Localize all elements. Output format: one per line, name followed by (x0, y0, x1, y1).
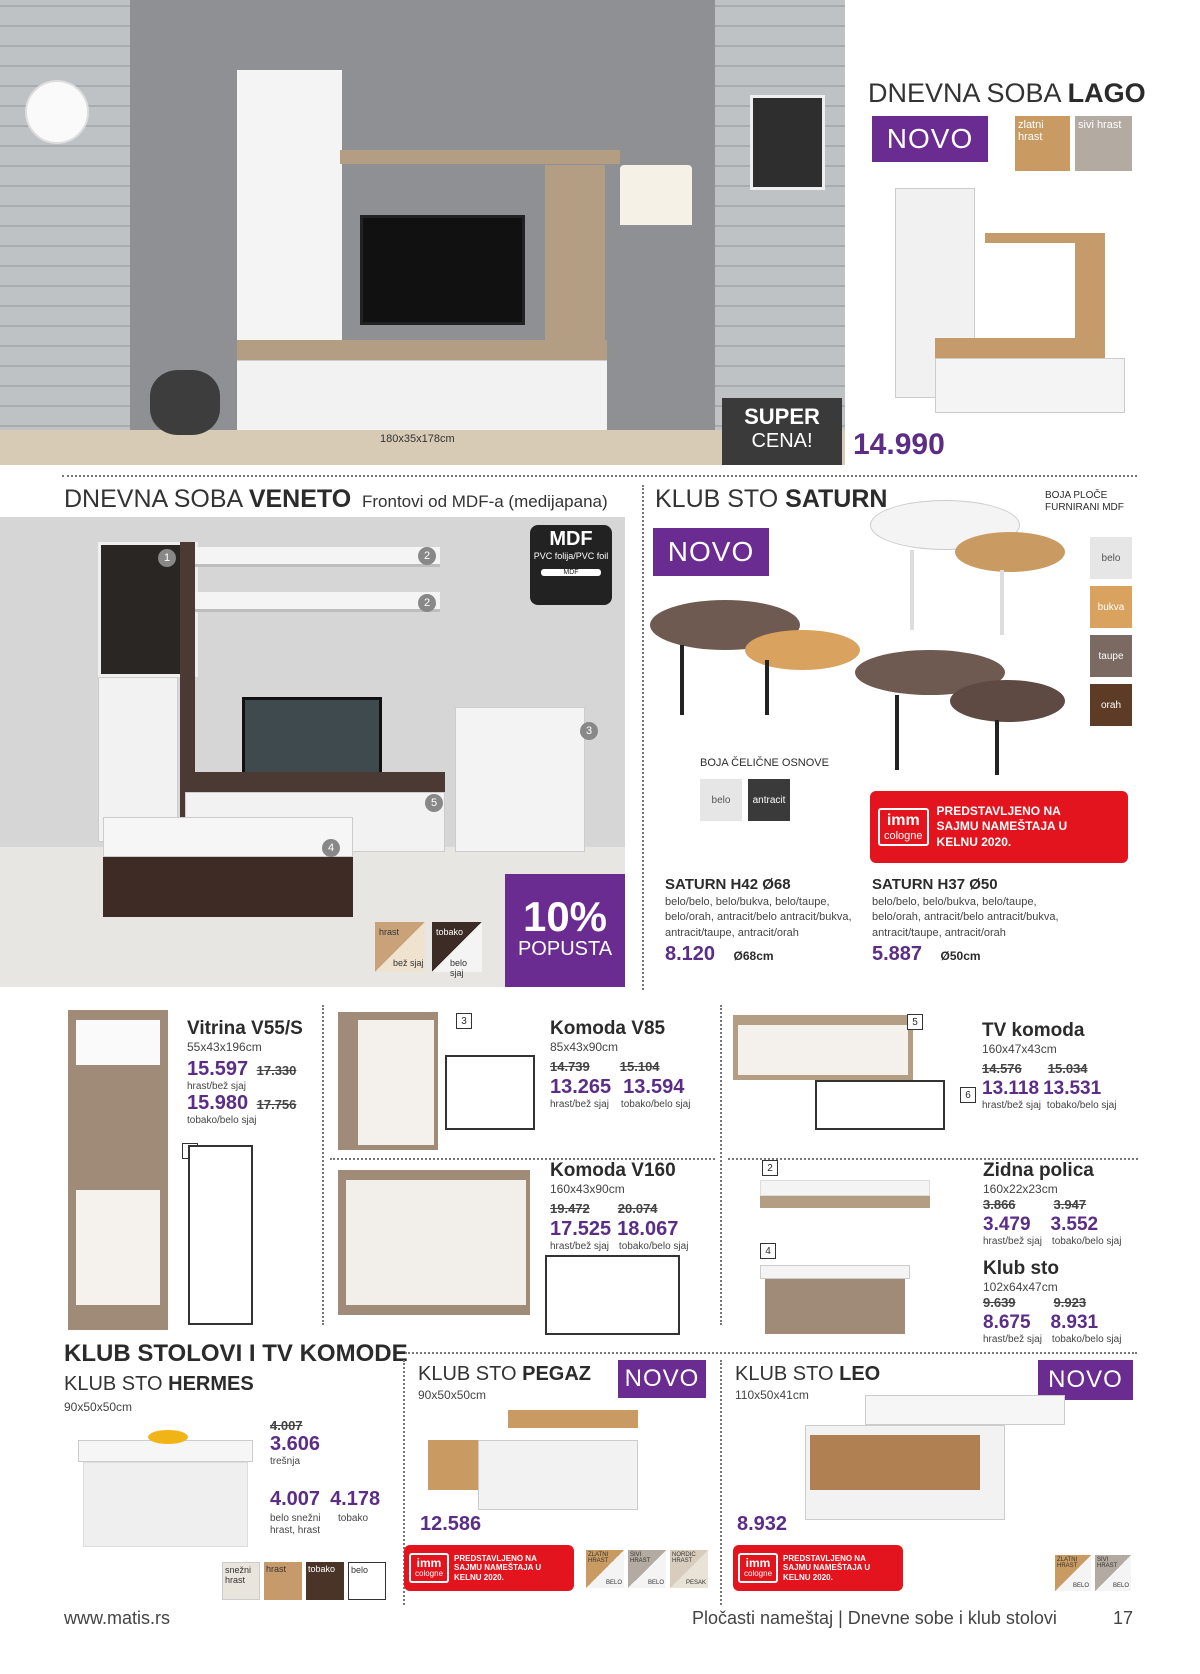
swatch-snezni-hrast: snežni hrast (222, 1562, 260, 1600)
product-name: TV komoda (982, 1020, 1085, 1041)
swatch-sivi-belo: SIVI HRAST BELO (630, 1552, 664, 1586)
hermes-prices (270, 1418, 400, 1467)
price-2-label: tobako/belo sjaj (187, 1115, 257, 1126)
lago-unit-drawing (895, 188, 1125, 438)
tvkomoda-photo (733, 1015, 913, 1080)
price-2-label: tobako/belo sjaj (620, 1099, 691, 1110)
leo-photo (805, 1395, 1065, 1545)
super-cena-badge (722, 398, 842, 465)
pegaz-swatches (586, 1550, 708, 1588)
komoda85-info (550, 1018, 725, 1110)
item-name: SATURN H37 Ø50 (872, 876, 998, 893)
swatch-taupe: taupe (1090, 635, 1132, 677)
saturn-dark-tables-2 (855, 650, 1070, 780)
vitrina-info (187, 1018, 317, 1126)
pegaz-dims: 90x50x50cm (418, 1388, 487, 1402)
lago-title: DNEVNA SOBA LAGO (868, 78, 1146, 108)
mdf-tiny: MDF (541, 569, 601, 576)
price-2: 13.531 (1043, 1078, 1102, 1099)
old-price-1: 3.866 (983, 1197, 1016, 1212)
item-name: SATURN H42 Ø68 (665, 876, 791, 893)
komoda85-drawing (445, 1055, 535, 1130)
clock-icon (25, 80, 89, 144)
item-size: Ø50cm (940, 949, 981, 964)
discount-percent: 10% (522, 893, 608, 940)
swatch-hrast: hrast (264, 1562, 302, 1600)
imm-cologne-logo: imm cologne (878, 808, 929, 846)
dimension-label: 180x35x178cm (380, 433, 455, 445)
price-1: 3.479 (983, 1214, 1031, 1235)
tv-screen (360, 215, 525, 325)
discount-badge (505, 874, 625, 987)
price-1-label: hrast/bež sjaj (982, 1100, 1041, 1111)
product-name: Komoda V160 (550, 1160, 676, 1181)
mdf-badge (530, 525, 612, 605)
swatch-zlatni-belo: ZLATNI HRAST BELO (1057, 1557, 1089, 1589)
pegaz-photo (428, 1410, 658, 1520)
hermes-title: KLUB STO HERMES (64, 1373, 254, 1395)
item-size: Ø68cm (733, 949, 774, 964)
super-label: SUPER (744, 404, 820, 429)
divider (405, 1352, 1137, 1354)
footer-section: Pločasti nameštaj | Dnevne sobe i klub stolovi (692, 1608, 1057, 1628)
callout-2: 2 (418, 547, 436, 565)
komoda160-photo (338, 1170, 530, 1315)
lago-price: 14.990 (853, 428, 945, 461)
hermes-prices-2 (270, 1488, 410, 1536)
price-2: 13.594 (623, 1076, 685, 1098)
price-1-label: hrast/bež sjaj (983, 1334, 1042, 1345)
old-price-2: 17.756 (256, 1097, 297, 1112)
item-desc: belo/belo, belo/bukva, belo/taupe, belo/orah, antracit/belo antracit/bukva, antracit/taupe, antracit/orah (665, 896, 852, 939)
price-1: 13.118 (982, 1078, 1040, 1099)
price-2: 15.980 (187, 1092, 249, 1114)
klubsto-info (983, 1258, 1143, 1345)
swatch-zlatni-hrast: zlatni hrast (1015, 116, 1070, 171)
leo-title: KLUB STO LEO (735, 1363, 881, 1385)
veneto-room-photo (0, 517, 625, 987)
leo-dims: 110x50x41cm (735, 1388, 809, 1402)
swatch-tobako-belo: tobako belo sjaj (432, 922, 482, 972)
price-1: 4.007 (270, 1488, 321, 1510)
page-number: 17 (1113, 1608, 1134, 1628)
imm-cologne-banner (733, 1545, 903, 1591)
old-price-2: 20.074 (617, 1201, 658, 1216)
polica-photo (760, 1180, 930, 1225)
price-2-label: tobako/belo sjaj (1051, 1236, 1122, 1247)
veneto-title: DNEVNA SOBA VENETO (64, 485, 352, 513)
price-1: 13.265 (550, 1076, 612, 1098)
hermes-photo (78, 1440, 253, 1555)
komoda160-info (550, 1160, 725, 1252)
price-1-label: belo snežni hrast, hrast (270, 1513, 321, 1536)
price-2: 3.552 (1050, 1214, 1099, 1235)
product-name: Komoda V85 (550, 1018, 666, 1039)
old-price-2: 15.034 (1047, 1061, 1088, 1076)
swatch-tobako: tobako (306, 1562, 344, 1600)
imm-cologne-banner (870, 791, 1128, 863)
saturn-item-1 (665, 876, 865, 966)
swatch-belo: belo (348, 1562, 386, 1600)
old-price-1: 14.576 (982, 1061, 1022, 1076)
divider (322, 1005, 324, 1325)
novo-badge: NOVO (653, 528, 769, 576)
mdf-sub: PVC folija/PVC foil (533, 551, 609, 561)
price-2: 4.178 (330, 1488, 381, 1510)
price-2: 18.067 (617, 1218, 679, 1240)
num-badge-5: 5 (907, 1014, 923, 1030)
swatch-base-belo: belo (700, 779, 742, 821)
price-1: 15.597 (187, 1058, 249, 1080)
price-2-label: tobako/belo sjaj (1046, 1100, 1117, 1111)
base-color-label: BOJA ČELIČNE OSNOVE (700, 757, 829, 769)
vitrina-photo (68, 1010, 168, 1330)
vitrina-drawing (188, 1145, 253, 1325)
price-1-label: hrast/bež sjaj (187, 1081, 246, 1092)
num-badge-6: 6 (960, 1087, 976, 1103)
price-1: 8.675 (983, 1312, 1031, 1333)
imm-text: PREDSTAVLJENO NA SAJMU NAMEŠTAJA U KELNU 2020. (783, 1553, 871, 1582)
num-badge-2: 2 (762, 1160, 778, 1176)
top-color-label: BOJA PLOČE FURNIRANI MDF (1045, 490, 1124, 513)
product-dims: 160x47x43cm (982, 1042, 1057, 1056)
swatch-belo: belo (1090, 537, 1132, 579)
divider (642, 485, 644, 990)
novo-badge: NOVO (1038, 1360, 1133, 1400)
price-1-label: hrast/bež sjaj (550, 1241, 609, 1252)
polica-info (983, 1160, 1143, 1247)
swatch-hrast-bez: hrast bež sjaj (375, 922, 425, 972)
old-price: 4.007 (270, 1418, 303, 1433)
swatch-zlatni-belo: ZLATNI HRAST BELO (588, 1552, 622, 1586)
swatch-bukva: bukva (1090, 586, 1132, 628)
leo-price: 8.932 (737, 1513, 788, 1535)
imm-text: PREDSTAVLJENO NA SAJMU NAMEŠTAJA U KELNU 2020. (936, 803, 1068, 849)
item-price: 8.120 (665, 943, 716, 966)
saturn-item-2 (872, 876, 1072, 966)
veneto-subtitle: Frontovi od MDF-a (medijapana) (362, 492, 608, 511)
swatch-nordic-pesak: NORDIC HRAST PESAK (672, 1552, 706, 1586)
product-dims: 85x43x90cm (550, 1040, 619, 1054)
saturn-title: KLUB STO SATURN (655, 485, 888, 513)
item-price: 5.887 (872, 943, 923, 966)
old-price-2: 9.923 (1053, 1295, 1087, 1310)
tvkomoda-drawing (815, 1080, 945, 1130)
novo-badge: NOVO (618, 1360, 706, 1398)
komoda160-drawing (545, 1255, 680, 1335)
pegaz-title: KLUB STO PEGAZ (418, 1363, 592, 1385)
leo-swatches (1055, 1555, 1131, 1591)
footer-url-link[interactable]: www.matis.rs (64, 1608, 171, 1628)
product-dims: 160x43x90cm (550, 1182, 625, 1196)
komoda85-photo (338, 1012, 438, 1150)
product-name: Klub sto (983, 1258, 1059, 1279)
old-price-1: 19.472 (550, 1201, 590, 1216)
pegaz-price: 12.586 (420, 1513, 482, 1535)
swatch-orah: orah (1090, 684, 1132, 726)
old-price-1: 9.639 (983, 1295, 1016, 1310)
saturn-dark-tables-1 (650, 600, 860, 720)
callout-3: 3 (580, 722, 598, 740)
old-price-2: 15.104 (619, 1059, 660, 1074)
callout-1: 1 (158, 549, 176, 567)
imm-cologne-banner (404, 1545, 574, 1591)
product-name: Zidna polica (983, 1160, 1094, 1181)
divider (720, 1360, 722, 1605)
tvkomoda-info (982, 1020, 1142, 1111)
klubsto-photo (760, 1265, 910, 1335)
swatch-base-antracit: antracit (748, 779, 790, 821)
lago-room-photo (0, 0, 845, 465)
product-dims: 55x43x196cm (187, 1040, 262, 1054)
price-2-label: tobako/belo sjaj (1051, 1334, 1122, 1345)
saturn-white-tables (870, 500, 1070, 640)
price-1: 17.525 (550, 1218, 612, 1240)
hermes-swatches (222, 1562, 386, 1600)
product-dims: 160x22x23cm (983, 1182, 1058, 1196)
price-2-label: tobako (338, 1513, 369, 1524)
discount-label: POPUSTA (517, 938, 613, 960)
hermes-dims: 90x50x50cm (64, 1400, 133, 1414)
old-price-1: 14.739 (550, 1059, 590, 1074)
price-1-label: hrast/bež sjaj (983, 1236, 1042, 1247)
callout-5: 5 (425, 794, 443, 812)
imm-cologne-logo: imm cologne (738, 1553, 778, 1583)
swatch-sivi-hrast: sivi hrast (1075, 116, 1132, 171)
divider (62, 475, 1137, 477)
label-tresnja: trešnja (270, 1456, 301, 1467)
num-badge-4: 4 (760, 1243, 776, 1259)
old-price-2: 3.947 (1053, 1197, 1087, 1212)
product-dims: 102x64x47cm (983, 1280, 1058, 1294)
novo-badge: NOVO (872, 116, 988, 162)
imm-cologne-logo: imm cologne (409, 1553, 449, 1583)
old-price-1: 17.330 (256, 1063, 297, 1078)
imm-text: PREDSTAVLJENO NA SAJMU NAMEŠTAJA U KELNU 2020. (454, 1553, 542, 1582)
section-title: KLUB STOLOVI I TV KOMODE (64, 1340, 408, 1367)
callout-2b: 2 (418, 594, 436, 612)
product-name: Vitrina V55/S (187, 1018, 303, 1039)
mdf-label: MDF (549, 528, 593, 550)
callout-4: 4 (322, 839, 340, 857)
item-desc: belo/belo, belo/bukva, belo/taupe, belo/orah, antracit/belo antracit/bukva, antracit/taupe, antracit/orah (872, 896, 1059, 939)
swatch-sivi-belo: SIVI HRAST BELO (1097, 1557, 1129, 1589)
price-1-label: hrast/bež sjaj (550, 1099, 609, 1110)
cena-label: CENA! (751, 430, 813, 452)
price-tresnja: 3.606 (270, 1433, 321, 1455)
price-2-label: tobako/belo sjaj (618, 1241, 689, 1252)
num-badge-3: 3 (456, 1013, 472, 1029)
price-2: 8.931 (1050, 1312, 1099, 1333)
